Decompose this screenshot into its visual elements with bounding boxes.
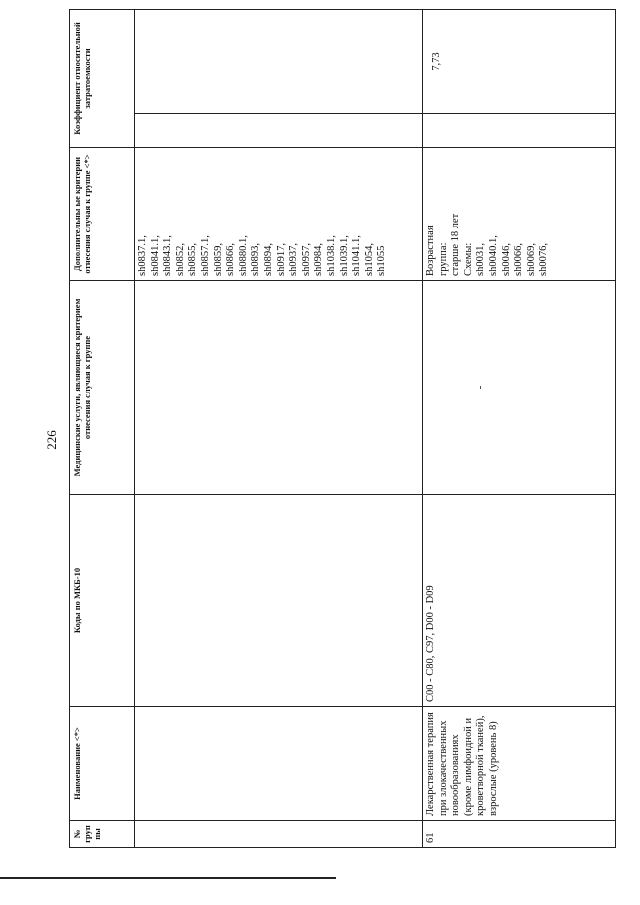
- row61-criteria-cell: Возрастная группа: старше 18 лет Схемы: sh0031, sh0040.1, sh0046, sh0066, sh0069, sh0076,: [423, 148, 616, 281]
- row61-mkb-cell: C00 - C80, C97, D00 - D09: [423, 495, 616, 707]
- row61-name-cell: Лекарственная терапия при злокачественных новообразованиях (кроме лимфоидной и кроветворной тканей), взрослые (уровень 8): [423, 707, 616, 821]
- row61-spacer-cell: [423, 114, 616, 148]
- table-header-row: [70, 10, 135, 848]
- cont-num-cell: [135, 821, 423, 848]
- cont-name-cell: [135, 707, 423, 821]
- header-services: Медицинские услуги, являющиеся критерием отнесения случая к группе: [70, 281, 135, 495]
- header-coefficient: Коэффициент относительной затратоемкости: [70, 10, 135, 148]
- bottom-rule-divider: [0, 877, 336, 879]
- cont-mkb-cell: [135, 495, 423, 707]
- row61-coef-cell: 7,73: [423, 10, 616, 114]
- page-number: 226: [44, 430, 59, 450]
- groups-table: [69, 9, 616, 848]
- rotated-table-container: [69, 10, 615, 848]
- cont-coef-cell: [135, 10, 423, 114]
- table-row-61: [423, 10, 616, 848]
- row61-services-cell: -: [423, 281, 616, 495]
- header-mkb: Коды по МКБ-10: [70, 495, 135, 707]
- cont-criteria-cell: sh0837.1, sh0841.1, sh0843.1, sh0852, sh0855, sh0857.1, sh0859, sh0866, sh0880.1, sh0893, sh0894, sh0917, sh0937, sh0957, sh0984, sh1038.1, sh1039.1, sh1041.1, sh1054, sh1055: [135, 148, 423, 281]
- header-name: Наименование <*>: [70, 707, 135, 821]
- table-row-continued: [135, 10, 423, 848]
- header-extra-criteria: Дополнительны ые критерии отнесения случая к группе <*>: [70, 148, 135, 281]
- cont-spacer-cell: [135, 114, 423, 148]
- row61-num-cell: 61: [423, 821, 616, 848]
- cont-services-cell: [135, 281, 423, 495]
- header-num: № груп пы: [70, 821, 135, 848]
